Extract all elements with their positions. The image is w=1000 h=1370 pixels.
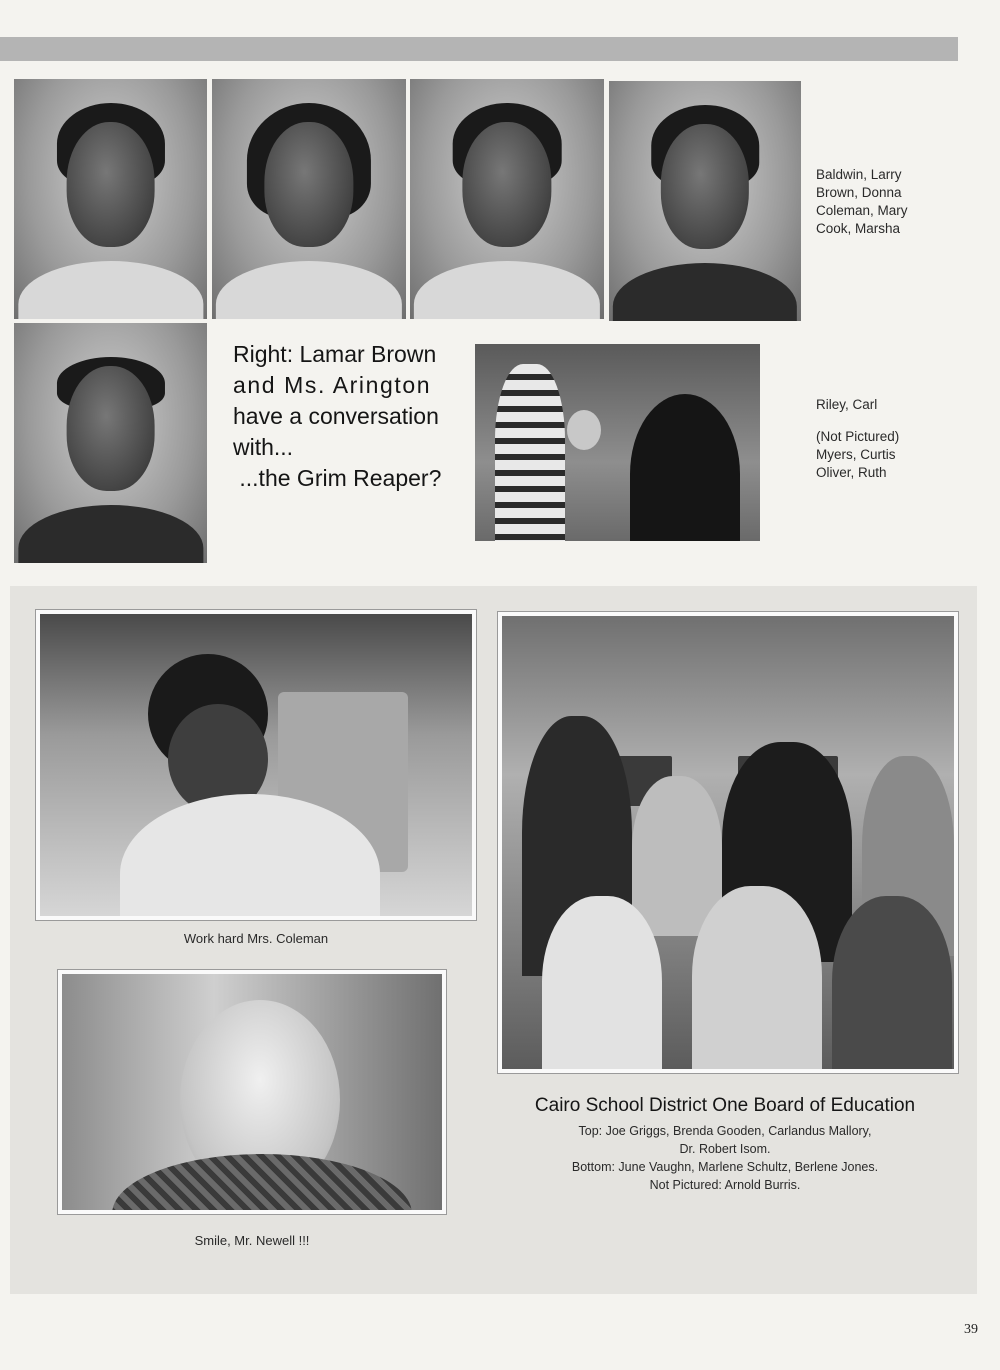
header-bar (0, 37, 958, 61)
staff-name: Cook, Marsha (816, 221, 901, 236)
quote-line: with... (233, 434, 294, 460)
staff-name: Coleman, Mary (816, 203, 908, 218)
not-pictured-label: (Not Pictured) (816, 429, 900, 444)
grim-reaper-photo (475, 344, 760, 541)
portrait-riley (14, 323, 207, 563)
board-line: Top: Joe Griggs, Brenda Gooden, Carlandus Mallory, (578, 1124, 872, 1138)
coleman-candid-photo (36, 610, 476, 920)
staff-name: Brown, Donna (816, 185, 902, 200)
staff-name: Oliver, Ruth (816, 465, 887, 480)
board-line: Bottom: June Vaughn, Marlene Schultz, Berlene Jones. (571, 1160, 879, 1174)
quote-line: have a conversation (233, 403, 439, 429)
staff-name: Riley, Carl (816, 397, 878, 412)
quote-line: Right: Lamar Brown (233, 341, 437, 367)
quote-line: and Ms. Arington (233, 372, 432, 398)
page-number: 39 (964, 1322, 978, 1337)
staff-name: Baldwin, Larry (816, 167, 902, 182)
board-line: Not Pictured: Arnold Burris. (649, 1178, 801, 1192)
staff-name: Myers, Curtis (816, 447, 896, 462)
board-line: Dr. Robert Isom. (679, 1142, 771, 1156)
portrait-baldwin (14, 79, 207, 319)
board-title: Cairo School District One Board of Education (534, 1095, 916, 1116)
board-of-education-photo (498, 612, 958, 1073)
portrait-brown (212, 79, 406, 319)
portrait-coleman (410, 79, 604, 319)
second-names-list (816, 396, 899, 482)
portrait-cook (609, 81, 801, 321)
newell-caption: Smile, Mr. Newell !!! (194, 1233, 310, 1248)
quote-line: ...the Grim Reaper? (233, 465, 442, 491)
photo-quote (233, 339, 441, 494)
board-member-lines (490, 1122, 960, 1194)
coleman-caption: Work hard Mrs. Coleman (183, 931, 329, 946)
staff-names-list (816, 166, 908, 238)
newell-photo (58, 970, 446, 1214)
